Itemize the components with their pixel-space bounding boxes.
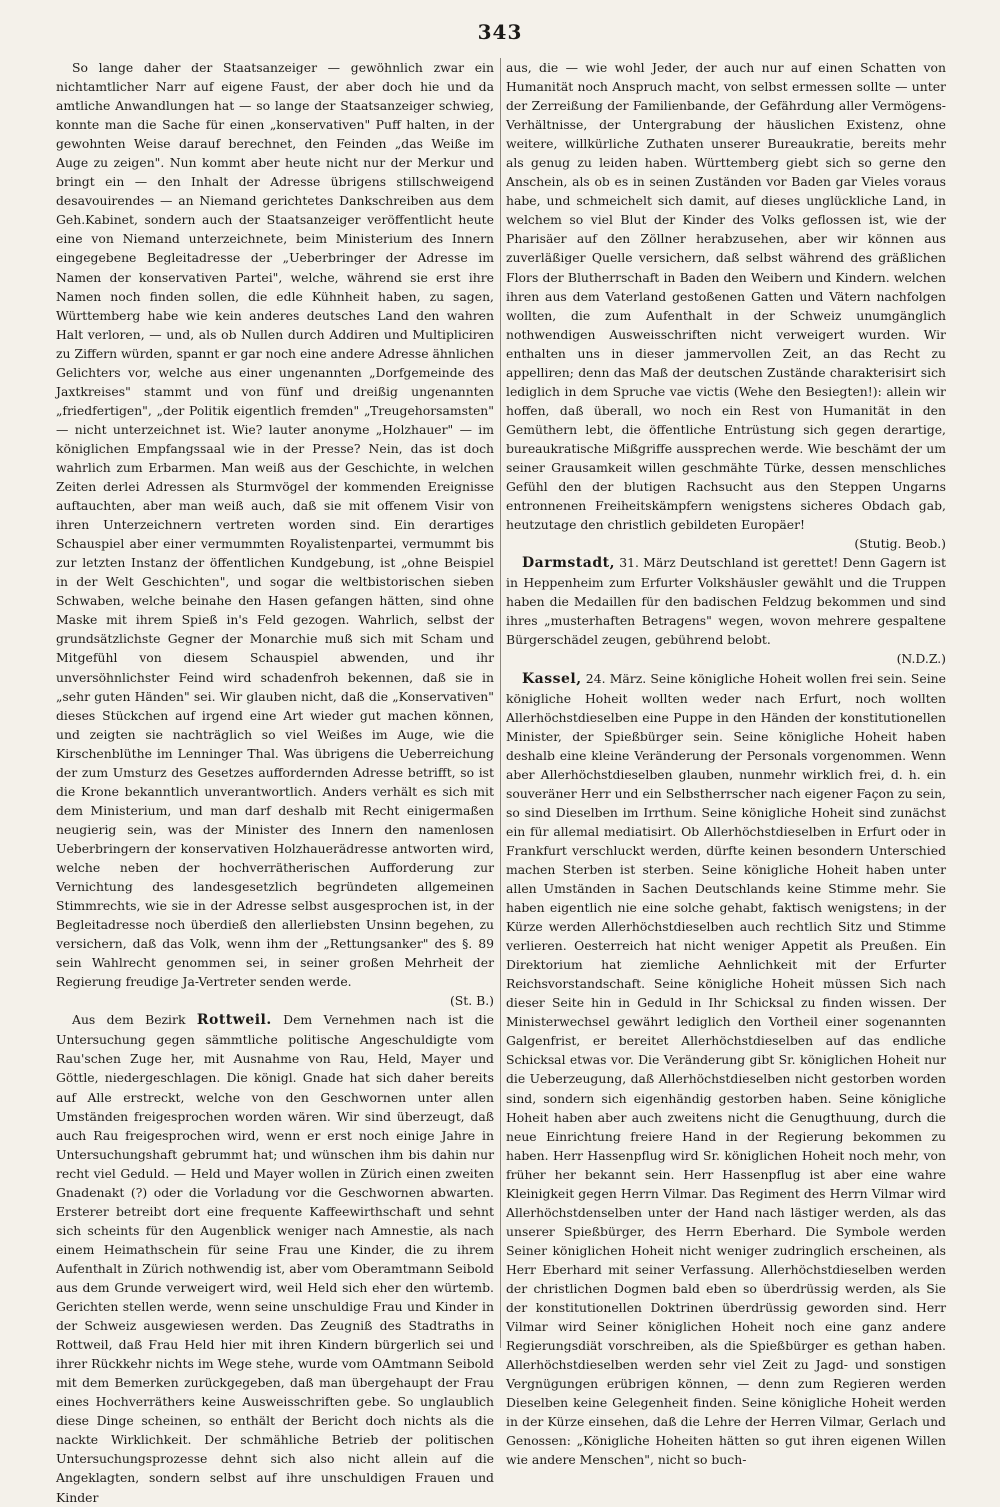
source-citation: (N.D.Z.): [896, 651, 946, 667]
right-column: [506, 58, 947, 1468]
article-text: Deutschland ist gerettet! Denn Gagern ist in Heppenheim zum Erfurter Volkshäusler gewählt und die Truppen haben die Medaillen für den badischen Feldzug bekommen und sind ihres „musterhaften Betragens" wegen, wovon mehrere gespaltene Bürgerschädel zeugen, gebührend belobt.: [506, 555, 947, 648]
article-lead: Aus dem Bezirk: [72, 1012, 197, 1028]
source-citation: (Stutig. Beob.): [854, 536, 946, 552]
article-text: So lange daher der Staatsanzeiger — gewöhnlich zwar ein nichtamtlicher Narr auf eigene Faust, der aber doch hie und da amtliche Anwandlungen hat — so lange der Staatsanzeiger schwieg, konnte man die Sache für einen „konservativen" Puff halten, in der gewohnten Weise darauf berechnet, den Feinden „das Weiße im Auge zu zeigen". Nun kommt aber heute nicht nur der Merkur und bringt ein — den Inhalt der Adresse übrigens stillschweigend desavouirendes — an Niemand gerichtetes Dankschreiben aus dem Geh.Kabinet, sondern auch der Staatsanzeiger veröffentlicht heute eine von Niemand unterzeichnete, beim Ministerium des Innern eingegebene Begleitadresse der „Ueberbringer der Adresse im Namen der konservativen Partei", welche, während sie erst ihre Namen noch finden sollen, die edle Kühnheit haben, zu sagen, Württemberg habe wie kein anderes deutsches Land den wahren Halt verloren, — und, als ob Nullen durch Addiren und Multipliciren zu Ziffern würden, spannt er gar noch eine andere Adresse ähnlichen Gelichters vor, welche aus einer ungenannten „Dorfgemeinde des Jaxtkreises" stammt und von fünf und dreißig ungenannten „friedfertigen", „der Politik eigentlich fremden" „Treugehorsamsten" — nicht unterzeichnet ist. Wie? lauter anonyme „Holzhauer" — im königlichen Empfangssaal wie in der Presse? Nein, das ist doch wahrlich zum Erbarmen. Man weiß aus der Geschichte, in welchen Zeiten derlei Adressen als Sturmvögel der kommenden Ereignisse auftauchten, aber man weiß auch, daß sie mit offenem Visir von ihren Unterzeichnern vertreten worden sind. Ein derartiges Schauspiel aber einer vermummten Royalistenpartei, vermummt bis zur letzten Instanz der öffentlichen Kundgebung, ist „ohne Beispiel in der Welt Geschichten", und sogar die weltbistorischen sieben Schwaben, welche beinahe den Hasen gefangen hätten, sind ohne Maske mit ihrem Spieß in's Feld gezogen. Wahrlich, selbst der grundsätzlichste Gegner der Monarchie muß sich mit Scham und Mitgefühl von diesem Schauspiel abwenden, und ihr unversöhnlichster Feind wird schadenfroh bekennen, daß sie in „sehr guten Händen" sei. Wir glauben nicht, daß die „Konservativen" dieses Stückchen auf irgend eine Art wieder gut machen können, und zeigten sie nachträglich so viel Weißes im Auge, wie die Kirschenblüthe im Lenninger Thal. Was übrigens die Ueberreichung der zum Umsturz des Gesetzes auffordernden Adresse betrifft, so ist die Krone bekanntlich unverantwortlich. Anders verhält es sich mit dem Ministerium, und man darf deshalb mit Recht einigermaßen neugierig sein, was der Minister des Innern den namenlosen Ueberbringern der konservativen Holzhauerädresse antworten wird, welche neben der hochverrätherischen Aufforderung zur Vernichtung des landesgesetzlich begründeten allgemeinen Stimmrechts, wie sie in der Adresse selbst ausgesprochen ist, in der Begleitadresse noch überdieß den allerliebsten Unsinn begehen, zu versichern, daß das Volk, wenn ihm der „Rettungsanker" des §. 89 sein Wahlrecht genommen sei, in seiner großen Mehrheit der Regierung freudige Ja-Vertreter senden werde.: [56, 60, 494, 990]
article-paragraph: [56, 1010, 494, 1506]
article-paragraph: [506, 553, 946, 668]
article-paragraph: [506, 58, 946, 553]
article-text: aus, die — wie wohl Jeder, der auch nur auf einen Schatten von Humanität noch Anspruch macht, von selbst ermessen sollte — unter der Zerreißung der Familienbande, der Gefährdung aller Vermögens-Verhältnisse, der Untergrabung der häuslichen Existenz, ohne weitere, willkürliche Zuthaten unserer Bureaukratie, bereits mehr als genug zu leiden haben. Württemberg giebt sich so gerne den Anschein, als ob es in seinen Zuständen vor Baden gar Vieles voraus habe, und schmeichelt sich damit, auf dieses unglückliche Land, in welchem so viel Blut der Kinder des Volks geflossen ist, wie der Pharisäer auf den Zöllner herabzusehen, aber wir können aus zuverläßiger Quelle versichern, daß selbst während des gräßlichen Flors der Blutherrschaft in Baden den Weibern und Kindern. welchen ihren aus dem Vaterland gestoßenen Gatten und Vätern nachfolgen wollten, die zum Aufenthalt in der Schweiz unumgänglich nothwendigen Ausweisschriften nicht verweigert wurden. Wir enthalten uns in dieser jammervollen Zeit, an das Recht zu appelliren; denn das Maß der deutschen Zustände charakterisirt sich lediglich in dem Spruche vae victis (Wehe den Besiegten!): allein wir hoffen, daß überall, wo noch ein Rest von Humanität in den Gemüthern lebt, die öffentliche Entrüstung sich gegen derartige, bureaukratische Mißgriffe aussprechen werde. Wie beschämt der um seiner Grausamkeit willen geschmähte Türke, dessen menschliches Gefühl den der blutigen Rachsucht aus den Steppen Ungarns entronnenen Freiheitskämpfern wenigstens sicheres Obdach gab, heutzutage den christlich gebildeten Europäer!: [506, 60, 946, 533]
article-paragraph: [506, 669, 946, 1470]
source-citation: (St. B.): [449, 993, 494, 1009]
dateline-place: Kassel,: [522, 670, 582, 687]
dateline-date: 31. März: [614, 555, 676, 571]
dateline-place: Rottweil.: [196, 1012, 272, 1029]
article-text: Dem Vernehmen nach ist die Untersuchung gegen sämmtliche politische Angeschuldigte vom Rau'schen Zuge her, mit Ausnahme von Rau, Held, Mayer und Göttle, niedergeschlagen. Die königl. Gnade hat sich daher bereits auf Alle erstreckt, welche von den Geschwornen unter allen Umständen freigesprochen worden wären. Wir sind überzeugt, daß auch Rau freigesprochen wird, wenn er erst noch einige Jahre in Untersuchungshaft gebrummt hat; und wünschen ihm bis dahin nur recht viel Geduld. — Held und Mayer wollen in Zürich einen zweiten Gnadenakt (?) oder die Vorladung vor die Geschwornen abwarten. Ersterer betreibt dort eine frequente Kaffeewirthschaft und sehnt sich scheints für den Augenblick weniger nach Amnestie, als nach einem Heimathschein für seine Frau une Kinder, die zu ihrem Aufenthalt in Zürich nothwendig ist, aber vom Oberamtmann Seibold aus dem Grunde verweigert wird, weil Held sich eher den würtemb. Gerichten stellen werde, wenn seine unschuldige Frau und Kinder in der Schweiz ausgewiesen werden. Das Zeugniß des Stadtraths in Rottweil, daß Frau Held hier mit ihren Kindern bürgerlich sei und ihrer Rückkehr nichts im Wege stehe, wurde vom OAmtmann Seibold mit dem Bemerken zurückgegeben, daß man übergehaupt der Frau eines Hochverräthers keine Ausweisschriften gebe. So unglaublich diese Dinge scheinen, so enthält der Bericht doch nichts als die nackte Wirklichkeit. Der schmähliche Betrieb der politischen Untersuchungsprozesse dehnt sich also nicht allein auf die Angeklagten, sondern selbst auf ihre unschuldigen Frauen und Kinder: [56, 1012, 494, 1505]
article-text: Seine königliche Hoheit wollen frei sein. Seine königliche Hoheit wollten weder nach Erfurt, noch wollten Allerhöchstdieselben eine Puppe in den Händen der konstitutionellen Minister, der Spießbürger sein. Seine königliche Hoheit haben deshalb eine kleine Veränderung der Personals vorgenommen. Wenn aber Allerhöchstdieselben glauben, nunmehr wirklich frei, d. h. ein souveräner Herr und ein Selbstherrscher nach eigener Façon zu sein, so sind Dieselben im Irrthum. Seine königliche Hoheit sind zunächst ein für allemal mediatisirt. Ob Allerhöchstdieselben in Erfurt oder in Frankfurt verschluckt werden, dürfte keinen besondern Unterschied machen Sterben ist sterben. Seine königliche Hoheit haben unter allen Umständen in Sachen Deutschlands keine Stimme mehr. Sie haben eigentlich nie eine solche gehabt, faktisch wenigstens; in der Kürze werden Allerhöchstdieselben auch rechtlich Sitz und Stimme verlieren. Oesterreich hat nicht weniger Appetit als Preußen. Ein Direktorium hat ziemliche Aehnlichkeit mit der Erfurter Reichsvorstandschaft. Seine königliche Hoheit müssen Sich nach dieser Seite hin in Geduld in Ihr Schicksal zu finden wissen. Der Ministerwechsel gewährt lediglich den Vortheil einer sogenannten Galgenfrist, er bereitet Allerhöchstdieselben auf das endliche Schicksal etwas vor. Die Veränderung gibt Sr. königlichen Hoheit nur die Ueberzeugung, daß Allerhöchstdieselben nicht gestorben worden sind, sondern sich eigenhändig gestorben haben. Seine königliche Hoheit haben aber auch zweitens nicht die Genugthuung, durch die neue Einrichtung freiere Hand in der Regierung bekommen zu haben. Herr Hassenpflug wird Sr. königlichen Hoheit noch mehr, von früher her bekannt sein. Herr Hassenpflug ist aber eine wahre Kleinigkeit gegen Herrn Vilmar. Das Regiment des Herrn Vilmar wird Allerhöchstdenselben unter der Hand nach lästiger werden, als das unserer Spießbürger, des Herrn Eberhard. Die Symbole werden Seiner königlichen Hoheit nicht weniger zudringlich erscheinen, als Herr Eberhard mit seiner Verfassung. Allerhöchstdieselben werden der christlichen Dogmen bald eben so überdrüssig werden, als Sie der konstitutionellen Doktrinen überdrüssig geworden sind. Herr Vilmar wird Seiner königlichen Hoheit noch eine ganz andere Regierungsdiät vorschreiben, als die Spießbürger es gethan haben. Allerhöchstdieselben werden sehr viel Zeit zu Jagd- und sonstigen Vergnügungen erübrigen können, — denn zum Regieren werden Dieselben keine Gelegenheit finden. Seine königliche Hoheit werden in der Kürze einsehen, daß die Lehre der Herren Vilmar, Gerlach und Genossen: „Königliche Hoheiten hätten so gut ihren eigenen Willen wie andere Menschen", nicht so buch-: [506, 670, 946, 1468]
page-number: 343: [477, 20, 523, 44]
dateline-date: 24. März.: [581, 670, 647, 686]
left-column: [56, 58, 494, 1505]
article-paragraph: [56, 58, 494, 1010]
column-divider: [500, 58, 501, 1348]
dateline-place: Darmstadt,: [522, 555, 615, 572]
